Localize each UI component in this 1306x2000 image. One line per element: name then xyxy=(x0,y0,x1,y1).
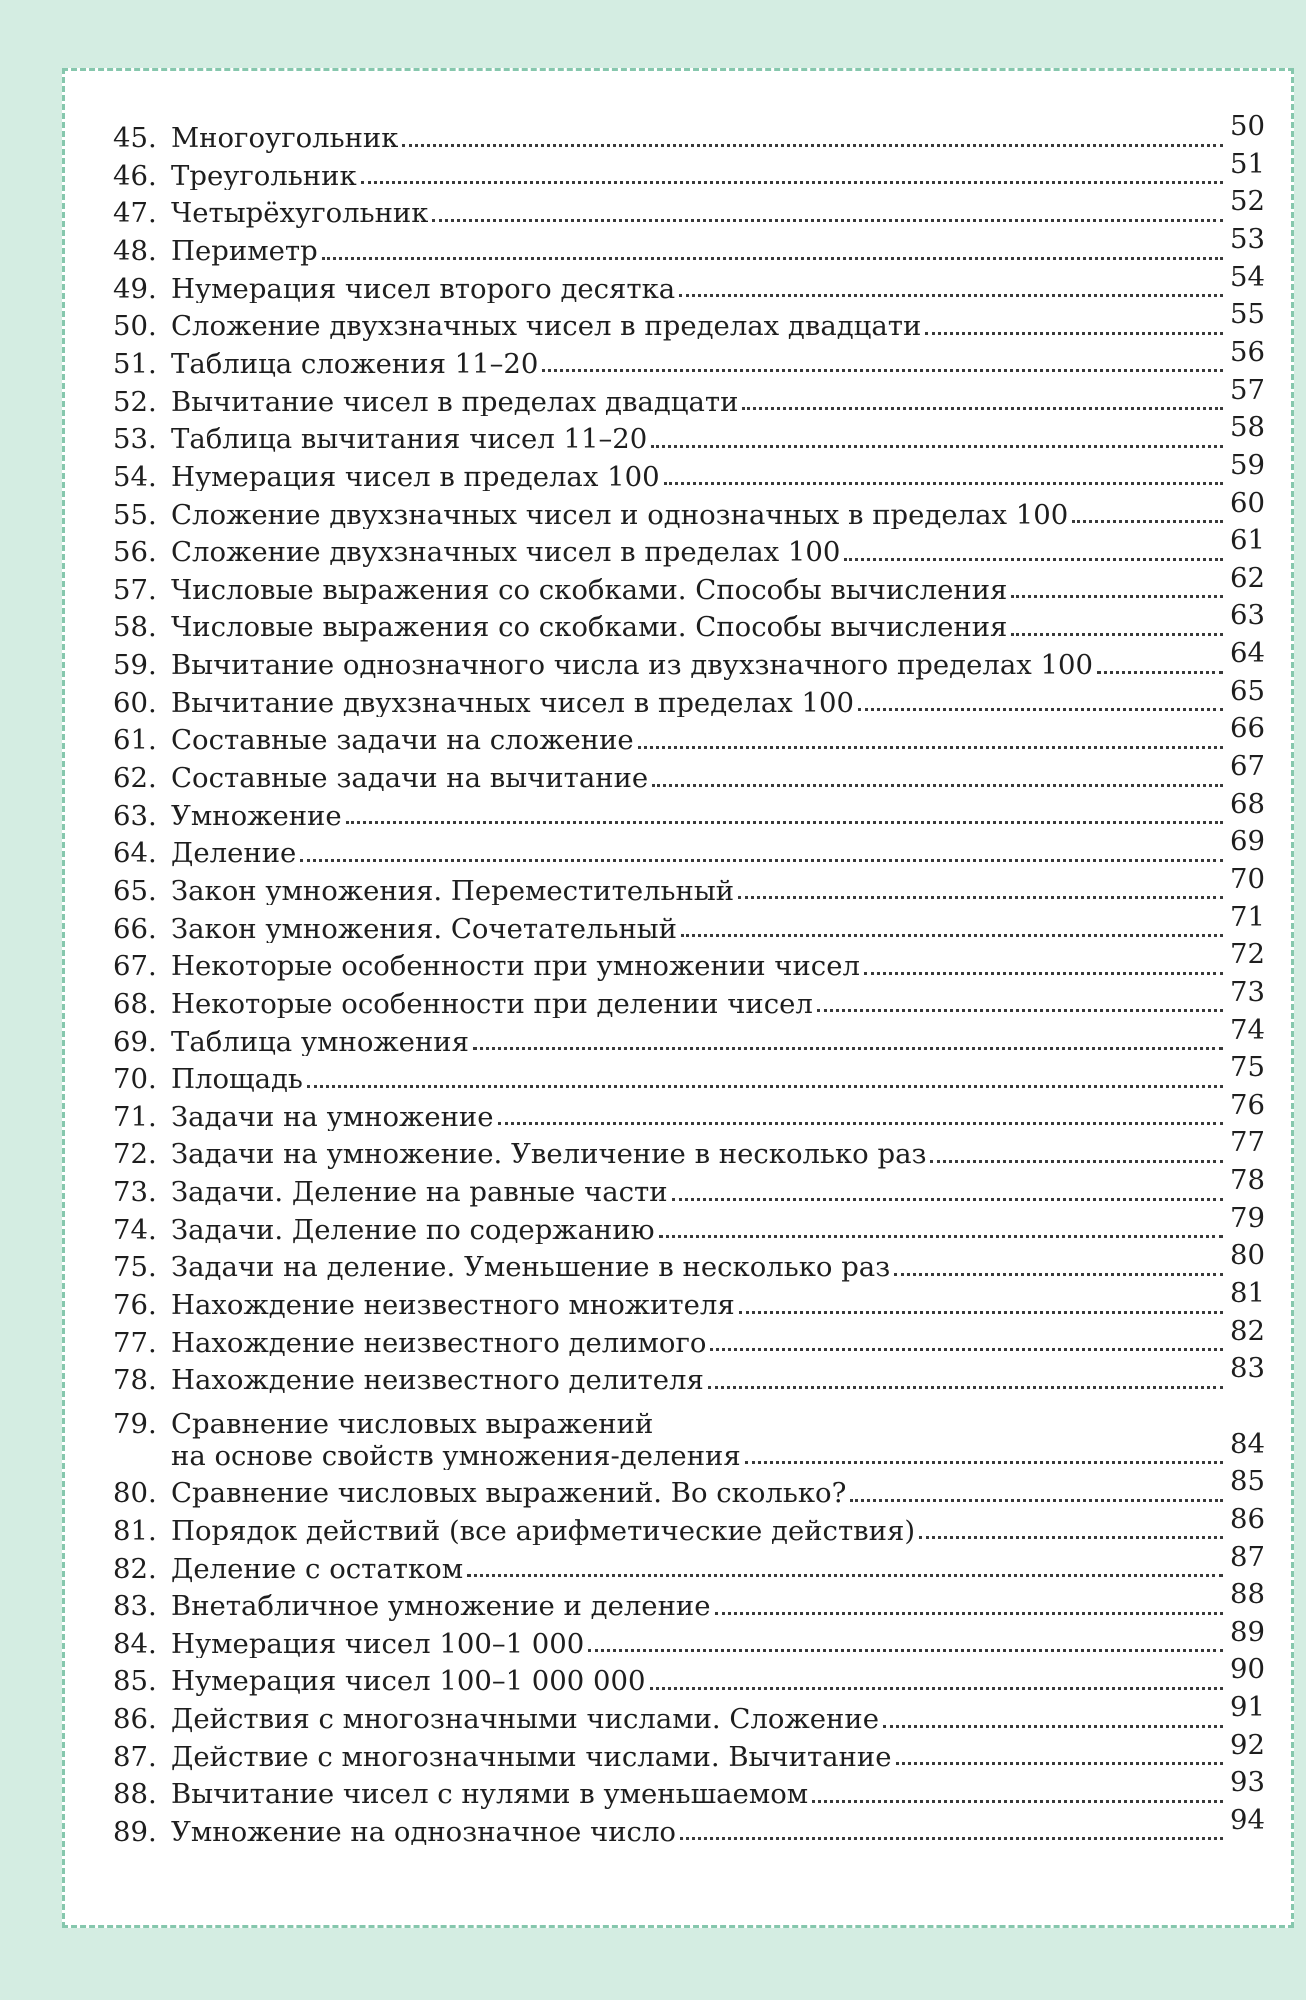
toc-entry-title: Таблица умножения xyxy=(171,1028,469,1057)
toc-entry-number: 83. xyxy=(113,1593,157,1621)
dot-leader xyxy=(402,144,1223,147)
toc-entry[interactable] xyxy=(113,524,1265,567)
toc-entry-page: 64 xyxy=(1230,637,1265,670)
toc-entry-label xyxy=(113,1254,890,1282)
toc-entry-label xyxy=(113,727,634,755)
toc-entry-title: Нахождение неизвестного делимого xyxy=(171,1329,707,1358)
toc-entry-label xyxy=(113,878,734,906)
toc-entry[interactable] xyxy=(113,1277,1265,1320)
toc-entry-number: 60. xyxy=(113,689,157,718)
toc-entry-page: 57 xyxy=(1230,373,1265,406)
toc-entry[interactable] xyxy=(113,1239,1265,1282)
toc-entry-number: 45. xyxy=(113,125,157,153)
toc-entry-number: 58. xyxy=(113,614,157,642)
dot-leader xyxy=(664,482,1223,485)
toc-entry-page: 88 xyxy=(1230,1578,1265,1611)
toc-entry-page: 58 xyxy=(1230,411,1265,444)
toc-entry-title: Сложение двухзначных чисел и однозначных в пределах 100 xyxy=(171,501,1069,530)
toc-entry[interactable] xyxy=(113,1465,1265,1508)
toc-entry-label xyxy=(113,313,921,341)
toc-entry[interactable] xyxy=(113,938,1265,981)
toc-entry-title: Четырёхугольник xyxy=(171,200,429,228)
dot-leader xyxy=(498,1122,1223,1125)
toc-entry-page: 62 xyxy=(1230,561,1265,594)
toc-entry-label xyxy=(113,1405,741,1470)
toc-entry-title: Порядок действий (все арифметические действия) xyxy=(171,1517,916,1546)
toc-entry-title: Периметр xyxy=(171,238,318,266)
dot-leader xyxy=(672,1198,1223,1201)
toc-entry-label xyxy=(113,1706,879,1734)
toc-entry-page: 75 xyxy=(1230,1051,1265,1084)
toc-entry[interactable] xyxy=(113,1352,1265,1395)
toc-entry[interactable] xyxy=(113,373,1265,417)
toc-entry-number: 68. xyxy=(113,990,157,1019)
toc-entry-label xyxy=(113,1104,494,1132)
dot-leader xyxy=(742,407,1223,410)
toc-entry-number: 74. xyxy=(113,1216,157,1245)
toc-entry-number: 79. xyxy=(113,1407,157,1440)
toc-entry-page: 90 xyxy=(1230,1653,1265,1686)
dot-leader xyxy=(1072,520,1223,523)
toc-entry-number: 78. xyxy=(113,1367,157,1395)
toc-entry-label xyxy=(113,238,318,266)
toc-entry-page: 92 xyxy=(1230,1728,1265,1761)
toc-entry-page: 67 xyxy=(1230,750,1265,783)
toc-entry-title: Вычитание однозначного числа из двухзначного пределах 100 xyxy=(171,652,1093,680)
toc-entry[interactable] xyxy=(113,825,1265,868)
toc-entry-title: Нумерация чисел 100–1 000 000 xyxy=(171,1668,646,1696)
toc-entry[interactable] xyxy=(113,448,1265,492)
toc-entry-page: 74 xyxy=(1230,1013,1265,1046)
dot-leader xyxy=(925,332,1223,335)
toc-entry-label xyxy=(113,1556,463,1584)
dot-leader xyxy=(650,1687,1223,1690)
toc-entry-number: 53. xyxy=(113,426,157,454)
toc-entry-page: 91 xyxy=(1230,1691,1265,1724)
toc-entry-number: 85. xyxy=(113,1668,157,1696)
toc-entry[interactable] xyxy=(113,637,1265,680)
toc-entry-number: 52. xyxy=(113,388,157,417)
toc-entry[interactable] xyxy=(113,260,1265,304)
toc-entry-number: 72. xyxy=(113,1141,157,1169)
toc-entry-title: Числовые выражения со скобками. Способы вычисления xyxy=(171,614,1008,642)
toc-entry-page: 52 xyxy=(1230,185,1265,218)
toc-entry-title: Треугольник xyxy=(171,162,357,191)
toc-entry-page: 59 xyxy=(1230,448,1265,481)
toc-entry-page: 72 xyxy=(1230,938,1265,971)
toc-entry-label xyxy=(113,426,647,454)
toc-entry-number: 69. xyxy=(113,1028,157,1057)
toc-entry-label xyxy=(113,1781,808,1809)
toc-entry-label xyxy=(113,614,1007,642)
toc-entry-page: 51 xyxy=(1230,147,1265,180)
toc-entry-page: 86 xyxy=(1230,1502,1265,1535)
toc-entry-title: Нумерация чисел в пределах 100 xyxy=(171,463,660,492)
toc-entry-number: 46. xyxy=(113,162,157,191)
dot-leader xyxy=(1097,671,1223,674)
toc-entry-number: 56. xyxy=(113,539,157,567)
toc-entry-page: 76 xyxy=(1230,1088,1265,1121)
dot-leader xyxy=(473,1047,1223,1050)
toc-entry[interactable] xyxy=(113,787,1265,831)
toc-entry-page: 89 xyxy=(1230,1615,1265,1648)
toc-entry-title: Вычитание чисел с нулями в уменьшаемом xyxy=(171,1781,809,1809)
toc-entry-number: 62. xyxy=(113,765,157,793)
toc-entry[interactable] xyxy=(113,862,1265,906)
toc-entry-number: 51. xyxy=(113,350,157,379)
toc-entry-number: 73. xyxy=(113,1179,157,1207)
toc-entry-number: 77. xyxy=(113,1329,157,1358)
toc-entry-label xyxy=(113,1217,655,1245)
toc-entry[interactable] xyxy=(113,1803,1265,1847)
toc-entry[interactable] xyxy=(113,411,1265,454)
toc-entry-page: 60 xyxy=(1230,486,1265,519)
toc-entry-number: 64. xyxy=(113,840,157,868)
toc-entry-title: Нумерация чисел второго десятка xyxy=(171,275,676,304)
toc-entry-number: 82. xyxy=(113,1555,157,1583)
toc-entry-number: 86. xyxy=(113,1706,157,1734)
dot-leader xyxy=(361,181,1223,184)
dot-leader xyxy=(850,1499,1223,1502)
toc-entry-title: Задачи на деление. Уменьшение в несколько раз xyxy=(171,1254,891,1282)
toc-entry[interactable] xyxy=(113,1766,1265,1809)
toc-entry-label xyxy=(113,1066,303,1094)
toc-entry-title: Нахождение неизвестного делителя xyxy=(171,1367,704,1395)
dot-leader xyxy=(844,558,1223,561)
toc-entry[interactable] xyxy=(113,1314,1265,1358)
dot-leader xyxy=(588,1649,1223,1652)
toc-entry-title: Таблица вычитания чисел 11–20 xyxy=(171,426,648,454)
toc-entry[interactable] xyxy=(113,975,1265,1019)
dot-leader xyxy=(896,1762,1224,1765)
toc-entry-label xyxy=(113,276,675,304)
dot-leader xyxy=(930,1160,1223,1163)
toc-entry-label xyxy=(113,652,1093,680)
toc-entry[interactable] xyxy=(113,1126,1265,1169)
dot-leader xyxy=(812,1800,1223,1803)
toc-entry-label xyxy=(113,1141,926,1169)
toc-entry-title: Нахождение неизвестного множителя xyxy=(171,1292,735,1320)
toc-entry[interactable] xyxy=(113,750,1265,793)
dot-leader xyxy=(300,859,1223,862)
toc-entry[interactable] xyxy=(113,185,1265,228)
toc-entry-number: 50. xyxy=(113,313,157,341)
dot-leader xyxy=(542,369,1223,372)
toc-entry[interactable] xyxy=(113,1615,1265,1659)
toc-entry-number: 55. xyxy=(113,501,157,530)
toc-entry-label xyxy=(113,125,398,153)
dot-leader xyxy=(738,896,1223,899)
toc-entry-label xyxy=(113,1518,915,1546)
toc-entry[interactable] xyxy=(113,110,1265,153)
dot-leader xyxy=(346,821,1223,824)
toc-entry[interactable] xyxy=(113,1653,1265,1696)
toc-entry-number: 71. xyxy=(113,1103,157,1132)
toc-entry-number: 75. xyxy=(113,1254,157,1282)
toc-entry-page: 70 xyxy=(1230,862,1265,895)
toc-entry-title: на основе свойств умножения-деления xyxy=(171,1439,741,1471)
toc-entry-label xyxy=(113,502,1068,530)
toc-entry-label xyxy=(113,351,538,379)
dot-leader xyxy=(1011,595,1223,598)
toc-entry-page: 93 xyxy=(1230,1766,1265,1799)
toc-entry-page: 83 xyxy=(1230,1352,1265,1385)
toc-entry[interactable] xyxy=(113,674,1265,718)
toc-entry-label xyxy=(113,464,660,492)
toc-entry[interactable] xyxy=(113,1201,1265,1245)
dot-leader xyxy=(659,1235,1223,1238)
toc-entry-label xyxy=(113,163,357,191)
toc-entry-title: Вычитание двухзначных чисел в пределах 100 xyxy=(171,689,855,718)
dot-leader xyxy=(681,934,1223,937)
toc-entry-title: Деление с остатком xyxy=(171,1555,464,1583)
toc-entry-title: Площадь xyxy=(171,1066,303,1094)
toc-entry-label xyxy=(113,1744,892,1772)
toc-entry-label xyxy=(113,1668,646,1696)
toc-entry-page: 81 xyxy=(1230,1277,1265,1309)
toc-entry-page: 77 xyxy=(1230,1126,1265,1159)
toc-entry-number: 57. xyxy=(113,576,157,605)
toc-entry-number: 66. xyxy=(113,915,157,944)
toc-entry-label xyxy=(113,803,342,831)
toc-entry[interactable] xyxy=(113,1578,1265,1621)
dot-leader xyxy=(679,294,1223,297)
toc-entry-number: 70. xyxy=(113,1066,157,1094)
toc-entry-number: 87. xyxy=(113,1743,157,1772)
toc-entry-label xyxy=(113,1029,469,1057)
toc-entry-title: Умножение на однозначное число xyxy=(171,1818,676,1847)
dot-leader xyxy=(864,972,1223,975)
toc-entry-number: 76. xyxy=(113,1292,157,1320)
dot-leader xyxy=(710,1348,1223,1351)
toc-entry-title: Внетабличное умножение и деление xyxy=(171,1593,711,1621)
toc-entry-title: Составные задачи на сложение xyxy=(171,727,634,755)
toc-entry-page: 69 xyxy=(1230,825,1265,858)
toc-entry-number: 49. xyxy=(113,275,157,304)
toc-entry-label xyxy=(113,991,813,1019)
toc-entry[interactable] xyxy=(113,486,1265,530)
toc-entry[interactable] xyxy=(113,561,1265,605)
toc-entry-label xyxy=(113,1593,711,1621)
toc-entry-page: 63 xyxy=(1230,599,1265,632)
toc-entry-page: 54 xyxy=(1230,260,1265,293)
toc-entry-page: 78 xyxy=(1230,1164,1265,1197)
toc-entry-title: Закон умножения. Переместительный xyxy=(171,877,735,906)
toc-entry-title: Сложение двухзначных чисел в пределах двадцати xyxy=(171,313,922,341)
toc-entry-page: 66 xyxy=(1230,712,1265,745)
toc-entry[interactable] xyxy=(113,712,1265,755)
toc-entry-page: 71 xyxy=(1230,900,1265,933)
toc-entry-label xyxy=(113,1179,668,1207)
toc-entry-page: 79 xyxy=(1230,1201,1265,1234)
dot-leader xyxy=(322,257,1223,260)
toc-entry-title: Действия с многозначными числами. Сложение xyxy=(171,1706,879,1734)
dot-leader xyxy=(883,1725,1223,1728)
toc-entry-page: 53 xyxy=(1230,223,1265,256)
toc-entry-page: 84 xyxy=(1230,1427,1265,1460)
toc-entry-number: 67. xyxy=(113,953,157,981)
toc-entry-page: 80 xyxy=(1230,1239,1265,1272)
toc-entry-title: Многоугольник xyxy=(171,125,399,153)
toc-entry-label xyxy=(113,690,854,718)
table-of-contents xyxy=(113,110,1265,1847)
toc-entry[interactable] xyxy=(113,147,1265,191)
dot-leader xyxy=(745,1461,1223,1464)
toc-entry-page: 50 xyxy=(1230,110,1265,143)
toc-entry-label xyxy=(113,1631,584,1659)
toc-entry-number: 48. xyxy=(113,238,157,266)
toc-entry-label xyxy=(113,765,648,793)
toc-entry-title-block xyxy=(171,1405,741,1470)
dot-leader xyxy=(467,1574,1223,1577)
toc-entry-title: Некоторые особенности при делении чисел xyxy=(171,990,813,1019)
toc-entry-label xyxy=(113,1367,704,1395)
toc-entry-label xyxy=(113,389,738,417)
toc-entry-number: 84. xyxy=(113,1630,157,1659)
toc-entry-title: Задачи на умножение xyxy=(171,1103,494,1132)
toc-entry-page: 68 xyxy=(1230,787,1265,820)
toc-entry-page: 73 xyxy=(1230,975,1265,1008)
toc-entry-page: 65 xyxy=(1230,674,1265,707)
toc-entry-number: 61. xyxy=(113,727,157,755)
toc-entry[interactable] xyxy=(113,335,1265,379)
toc-entry-title: Действие с многозначными числами. Вычитание xyxy=(171,1743,892,1772)
toc-entry-page: 87 xyxy=(1230,1540,1265,1573)
dot-leader xyxy=(894,1273,1223,1276)
dot-leader xyxy=(680,1837,1223,1840)
toc-entry-number: 88. xyxy=(113,1781,157,1809)
toc-entry[interactable] xyxy=(113,1088,1265,1132)
toc-entry-page: 85 xyxy=(1230,1465,1265,1498)
toc-entry-label xyxy=(113,1480,846,1508)
dot-leader xyxy=(739,1311,1223,1314)
toc-entry-label xyxy=(113,840,296,868)
toc-entry[interactable] xyxy=(113,1691,1265,1734)
toc-entry-page: 82 xyxy=(1230,1314,1265,1347)
dot-leader xyxy=(919,1536,1223,1539)
dot-leader xyxy=(432,219,1223,222)
toc-entry[interactable] xyxy=(113,1540,1265,1583)
toc-entry-number: 89. xyxy=(113,1818,157,1847)
toc-entry-number: 65. xyxy=(113,877,157,906)
toc-entry-title: Сравнение числовых выражений. Во сколько? xyxy=(171,1480,847,1508)
toc-entry-number: 47. xyxy=(113,200,157,228)
toc-entry[interactable] xyxy=(113,1395,1265,1470)
toc-entry-title: Таблица сложения 11–20 xyxy=(171,350,539,379)
toc-entry-title: Вычитание чисел в пределах двадцати xyxy=(171,388,739,417)
toc-entry[interactable] xyxy=(113,1013,1265,1057)
toc-entry[interactable] xyxy=(113,900,1265,944)
dot-leader xyxy=(817,1009,1223,1012)
toc-entry-title: Составные задачи на вычитание xyxy=(171,765,649,793)
toc-entry-title: Числовые выражения со скобками. Способы вычисления xyxy=(171,576,1008,605)
page-frame xyxy=(62,68,1294,1928)
toc-entry[interactable] xyxy=(113,298,1265,341)
toc-entry-page: 94 xyxy=(1230,1803,1265,1836)
toc-entry-label xyxy=(113,200,428,228)
toc-entry-title: Закон умножения. Сочетательный xyxy=(171,915,677,944)
toc-entry[interactable] xyxy=(113,599,1265,642)
toc-entry-title: Сложение двухзначных чисел в пределах 100 xyxy=(171,539,841,567)
dot-leader xyxy=(1011,633,1223,636)
toc-entry-label xyxy=(113,916,677,944)
toc-entry-number: 63. xyxy=(113,802,157,831)
toc-entry-title: Нумерация чисел 100–1 000 xyxy=(171,1630,585,1659)
toc-entry-number: 54. xyxy=(113,463,157,492)
toc-entry-title: Задачи на умножение. Увеличение в несколько раз xyxy=(171,1141,927,1169)
toc-entry-number: 81. xyxy=(113,1517,157,1546)
dot-leader xyxy=(858,708,1223,711)
dot-leader xyxy=(638,746,1223,749)
toc-entry-title: Деление xyxy=(171,840,297,868)
dot-leader xyxy=(652,784,1223,787)
toc-entry-label xyxy=(113,1819,676,1847)
toc-entry-page: 55 xyxy=(1230,298,1265,331)
toc-entry[interactable] xyxy=(113,1502,1265,1546)
toc-entry[interactable] xyxy=(113,1164,1265,1207)
toc-entry-title: Задачи. Деление на равные части xyxy=(171,1179,668,1207)
toc-entry-label xyxy=(113,953,860,981)
toc-entry-label xyxy=(113,1292,735,1320)
toc-entry-label xyxy=(113,539,840,567)
dot-leader xyxy=(715,1612,1223,1615)
toc-entry-page: 56 xyxy=(1230,335,1265,368)
toc-entry-page: 61 xyxy=(1230,524,1265,557)
toc-entry[interactable] xyxy=(113,1051,1265,1094)
toc-entry-title: Задачи. Деление по содержанию xyxy=(171,1216,655,1245)
toc-entry-number: 80. xyxy=(113,1480,157,1508)
toc-entry-title-line1: Сравнение числовых выражений xyxy=(171,1408,654,1441)
toc-entry-title: Некоторые особенности при умножении чисел xyxy=(171,953,860,981)
toc-entry-number: 59. xyxy=(113,652,157,680)
toc-entry-label xyxy=(113,577,1007,605)
toc-entry-label xyxy=(113,1330,706,1358)
dot-leader xyxy=(307,1085,1223,1088)
toc-entry-title: Умножение xyxy=(171,802,342,831)
dot-leader xyxy=(651,445,1223,448)
dot-leader xyxy=(708,1386,1223,1389)
toc-entry[interactable] xyxy=(113,223,1265,266)
toc-entry[interactable] xyxy=(113,1728,1265,1772)
